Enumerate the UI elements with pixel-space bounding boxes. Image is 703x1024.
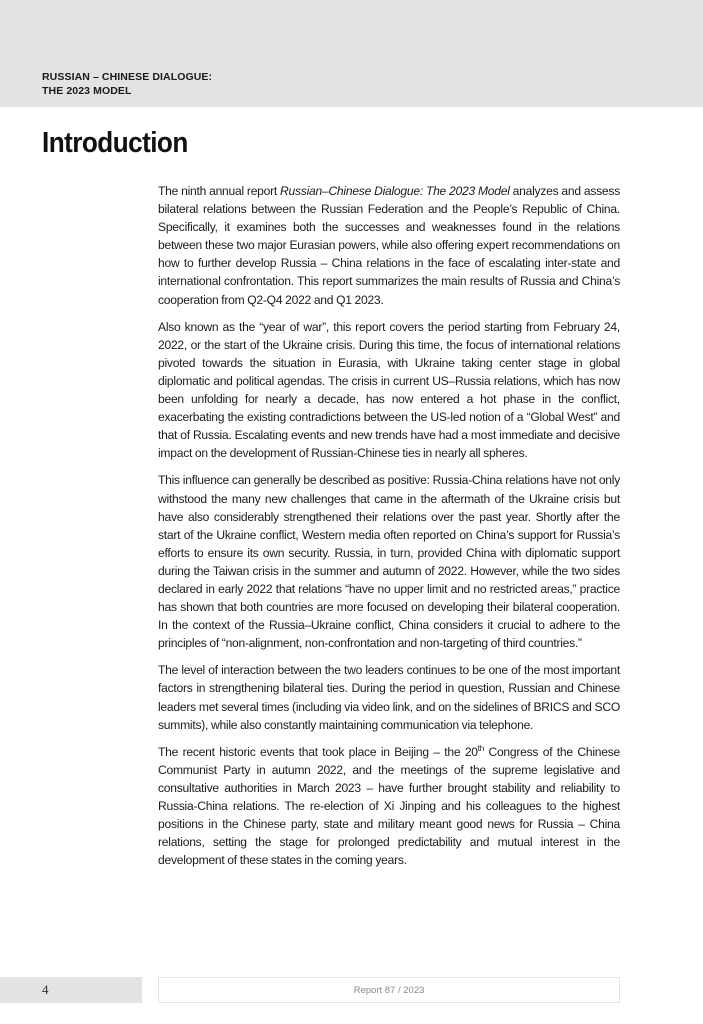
paragraph-5 <box>158 743 620 870</box>
running-title-line-1: RUSSIAN – CHINESE DIALOGUE: <box>42 71 213 83</box>
paragraph-5-lead: The recent historic events that took place in Beijing – the 20 <box>158 744 478 759</box>
report-label: Report 87 / 2023 <box>353 984 425 996</box>
body-text <box>158 182 620 878</box>
running-title <box>42 70 212 98</box>
footer-page-band <box>0 977 142 1003</box>
paragraph-5-rest: Congress of the Chinese Communist Party in autumn 2022, and the meetings of the supreme legislative and consultative authorities in March 2023 – have further brought stability and reliability to Russia-China relations. The re-election of Xi Jinping and his colleagues to the highest positions in the Chinese party, state and military meant good news for Russia – China relations, setting the stage for prolonged predictability and mutual interest in the development of these states in the coming years. <box>158 744 620 868</box>
page-number: 4 <box>42 982 49 997</box>
paragraph-1-rest: analyzes and assess bilateral relations between the Russian Federation and the People’s Republic of China. Specifically, it examines both the successes and weaknesses found in the relations between these two major Eurasian powers, while also offering expert recommendations on how to further develop Russia – China relations in the face of escalating inter-state and international confrontation. This report summarizes the main results of Russia and China’s cooperation from Q2-Q4 2022 and Q1 2023. <box>158 184 620 307</box>
page-title: Introduction <box>42 127 188 159</box>
paragraph-4: The level of interaction between the two leaders continues to be one of the most important factors in strengthening bilateral ties. During the period in question, Russian and Chinese leaders met several times (including via video link, and on the sidelines of BRICS and SCO summits), while also constantly maintaining communication via telephone. <box>158 663 620 732</box>
report-title-italic: Russian–Chinese Dialogue: The 2023 Model <box>280 184 510 198</box>
paragraph-1-lead: The ninth annual report <box>158 184 281 198</box>
ordinal-superscript: th <box>477 743 484 753</box>
running-title-line-2: THE 2023 MODEL <box>42 85 132 97</box>
paragraph-3: This influence can generally be described as positive: Russia-China relations have not only withstood the many new challenges that came in the aftermath of the Ukraine crisis but have also considerably strengthened their relations over the past year. Shortly after the start of the Ukraine conflict, Western media often reported on China’s support for Russia’s efforts to ensure its own security. Russia, in turn, provided China with diplomatic support during the Taiwan crisis in the summer and autumn of 2022. However, while the two sides declared in early 2022 that relations “have no upper limit and no restricted areas,” practice has shown that both countries are more focused on developing their bilateral cooperation. In the context of the Russia–Ukraine conflict, China considers it crucial to adhere to the principles of “non-alignment, non-confrontation and non-targeting of third countries.” <box>158 473 620 651</box>
footer-report-box <box>158 977 620 1003</box>
paragraph-2: Also known as the “year of war”, this report covers the period starting from February 24, 2022, or the start of the Ukraine crisis. During this time, the focus of international relations pivoted towards the situation in Eurasia, with Ukraine taking center stage in global diplomatic and political agendas. The crisis in current US–Russia relations, which has now been unfolding for nearly a decade, has now entered a hot phase in the conflict, exacerbating the existing contradictions between the US-led notion of a “Global West” and that of Russia. Escalating events and new trends have had a most immediate and decisive impact on the development of Russian-Chinese ties in nearly all spheres. <box>158 319 620 461</box>
paragraph-1 <box>158 182 620 309</box>
